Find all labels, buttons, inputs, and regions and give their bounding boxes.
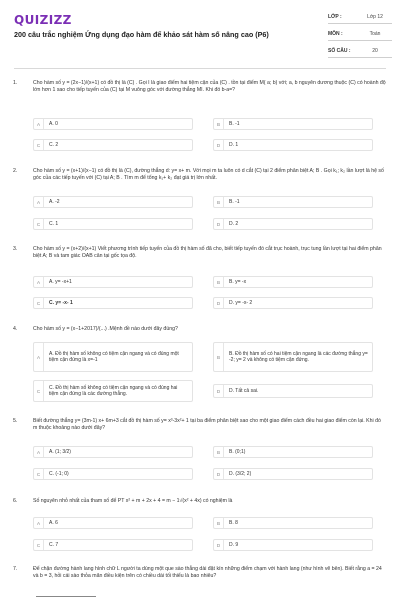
- meta-row-class: [328, 11, 392, 24]
- option-letter: C: [34, 469, 44, 479]
- option-letter: D: [214, 298, 224, 308]
- option-a[interactable]: [33, 446, 193, 458]
- option-text: B. (0;1): [229, 448, 246, 455]
- option-a[interactable]: [33, 276, 193, 288]
- option-text: B. 8: [229, 519, 238, 526]
- option-a[interactable]: [33, 517, 193, 529]
- option-a[interactable]: [33, 342, 193, 372]
- question-number: 4.: [13, 326, 18, 332]
- option-letter: B: [214, 119, 224, 129]
- meta-row-count: [328, 45, 392, 58]
- question-text: Biết đường thẳng y= (3m-1) x+ 6m+3 cắt đồ thị hàm số y= x³-3x²+ 1 tại ba điểm phân biệt sao cho một giao điểm cách đều hai giao điểm còn lại. Khi đó m thuộc khoảng nào dưới đây?: [33, 418, 381, 431]
- option-b[interactable]: [213, 446, 373, 458]
- option-text: B. y= -x: [229, 278, 247, 285]
- option-text: B. Đồ thị hàm số có hai tiệm cận ngang là các đường thẳng y= -2; y= 2 và không có tiệm cận đứng.: [229, 350, 368, 363]
- question-number: 5.: [13, 418, 18, 424]
- meta-label: LỚP :: [328, 14, 342, 20]
- question-number: 1.: [13, 80, 18, 86]
- option-letter: D: [214, 219, 224, 229]
- question-number: 7.: [13, 566, 18, 572]
- question-text: Cho hàm số y = (x+2)/(x+1) Viết phương trình tiếp tuyến của đồ thị hàm số đã cho, biết tiếp tuyến đó cắt trục hoành, trục tung lần lượt tại hai điểm phân biệt A; B và tam giác OAB cân tại gốc tọa độ.: [33, 246, 382, 259]
- meta-value: Lớp 12: [367, 14, 383, 20]
- option-letter: C: [34, 540, 44, 550]
- option-letter: C: [34, 298, 44, 308]
- option-text: A. 6: [49, 519, 58, 526]
- question-text: Cho hàm số y = (x+1)/(x−1) có đồ thị là (C), đường thẳng d: y= x+ m. Với mọi m ta luôn có d cắt (C) tại 2 điểm phân biệt A; B . Gọi k₁; k₂ lần lượt là hệ số góc của các tiếp tuyến với (C) tại A; B . Tìm m để tổng k₁+ k₂ đạt giá trị lớn nhất.: [33, 168, 384, 181]
- option-text: D. 1: [229, 141, 239, 148]
- option-text: D. 9: [229, 541, 239, 548]
- option-text: A. 0: [49, 120, 58, 127]
- option-text: D. (3/2; 2): [229, 470, 252, 477]
- option-text: C. Đồ thị hàm số không có tiệm cận ngang và có đúng hai tiệm cận đứng là các đường thẳng.: [49, 384, 178, 397]
- option-letter: C: [34, 381, 44, 401]
- option-letter: B: [214, 447, 224, 457]
- option-text: B. -1: [229, 120, 240, 127]
- option-d[interactable]: [213, 297, 373, 309]
- option-d[interactable]: [213, 384, 373, 398]
- option-d[interactable]: [213, 468, 373, 480]
- quizizz-logo: QUIZIZZ: [14, 13, 72, 27]
- option-text: A. -2: [49, 198, 60, 205]
- option-letter: D: [214, 385, 224, 397]
- option-letter: B: [214, 343, 224, 371]
- option-text: A. (1; 3/2): [49, 448, 71, 455]
- option-letter: D: [214, 140, 224, 150]
- option-c[interactable]: [33, 139, 193, 151]
- option-letter: A: [34, 277, 44, 287]
- worksheet-title: 200 câu trắc nghiệm Ứng dụng đạo hàm để khảo sát hàm số nâng cao (P6): [14, 30, 269, 39]
- option-text: C. 1: [49, 220, 59, 227]
- option-letter: A: [34, 197, 44, 207]
- question-text: Cho hàm số y = (2x−1)/(x+1) có đồ thị là (C) . Gọi I là giao điểm hai tiệm cận của (C) . tồn tại điểm M( a; b) với; a, b nguyên dương thuộc (C) có hoành độ lớn hơn 1 sao cho tiếp tuyến của (C) tại M vuông góc với đường thẳng MI. Khi đó b-a=?: [33, 80, 386, 93]
- option-text: A. y= -x+1: [49, 278, 72, 285]
- option-b[interactable]: [213, 342, 373, 372]
- option-letter: C: [34, 219, 44, 229]
- option-d[interactable]: [213, 139, 373, 151]
- question-number: 3.: [13, 246, 18, 252]
- question-text: Số nguyên nhỏ nhất của tham số để PT x² + m + 2x + 4 = m − 1√(x² + 4x) có nghiệm là: [33, 498, 233, 504]
- option-letter: A: [34, 518, 44, 528]
- meta-value: Toán: [369, 31, 381, 37]
- meta-table: [328, 11, 392, 62]
- option-text: C. y= -x- 1: [49, 299, 73, 306]
- option-text: D. 2: [229, 220, 239, 227]
- figure-edge: [36, 596, 96, 597]
- option-d[interactable]: [213, 539, 373, 551]
- meta-label: MÔN :: [328, 31, 343, 37]
- question-text: Cho hàm số y = (x−1+2017)/(...) .Mệnh đề nào dưới đây đúng?: [33, 326, 178, 332]
- option-c[interactable]: [33, 218, 193, 230]
- option-letter: A: [34, 119, 44, 129]
- option-b[interactable]: [213, 118, 373, 130]
- option-a[interactable]: [33, 196, 193, 208]
- option-text: C. 7: [49, 541, 59, 548]
- question-text: Để chặn đường hành lang hình chữ L người ta dùng một que sào thẳng dài đặt kín những điểm chạm với hành lang (như hình vẽ bên). Biết rằng a = 24 và b = 3, hỏi cái sào thỏa mãn điều kiện trên có chiều dài tối thiểu là bao nhiêu?: [33, 566, 382, 579]
- option-text: D. Tất cả sai.: [229, 387, 259, 394]
- question-number: 6.: [13, 498, 18, 504]
- option-a[interactable]: [33, 118, 193, 130]
- header-divider: [14, 68, 386, 69]
- meta-value: 20: [372, 48, 378, 54]
- option-letter: B: [214, 197, 224, 207]
- option-c[interactable]: [33, 297, 193, 309]
- option-letter: D: [214, 469, 224, 479]
- option-letter: A: [34, 343, 44, 371]
- option-text: A. Đồ thị hàm số không có tiệm cận ngang và có đúng một tiệm cận đứng là x=-1: [49, 350, 179, 363]
- option-text: C. 2: [49, 141, 59, 148]
- option-letter: C: [34, 140, 44, 150]
- meta-label: SỐ CÂU :: [328, 48, 351, 54]
- option-letter: B: [214, 518, 224, 528]
- option-b[interactable]: [213, 276, 373, 288]
- option-d[interactable]: [213, 218, 373, 230]
- option-text: B. -1: [229, 198, 240, 205]
- meta-row-subject: [328, 28, 392, 41]
- option-c[interactable]: [33, 468, 193, 480]
- option-text: C. (-1; 0): [49, 470, 69, 477]
- option-b[interactable]: [213, 517, 373, 529]
- option-c[interactable]: [33, 539, 193, 551]
- option-b[interactable]: [213, 196, 373, 208]
- option-letter: D: [214, 540, 224, 550]
- option-text: D. y= -x- 2: [229, 299, 253, 306]
- option-letter: A: [34, 447, 44, 457]
- option-letter: B: [214, 277, 224, 287]
- question-number: 2.: [13, 168, 18, 174]
- option-c[interactable]: [33, 380, 193, 402]
